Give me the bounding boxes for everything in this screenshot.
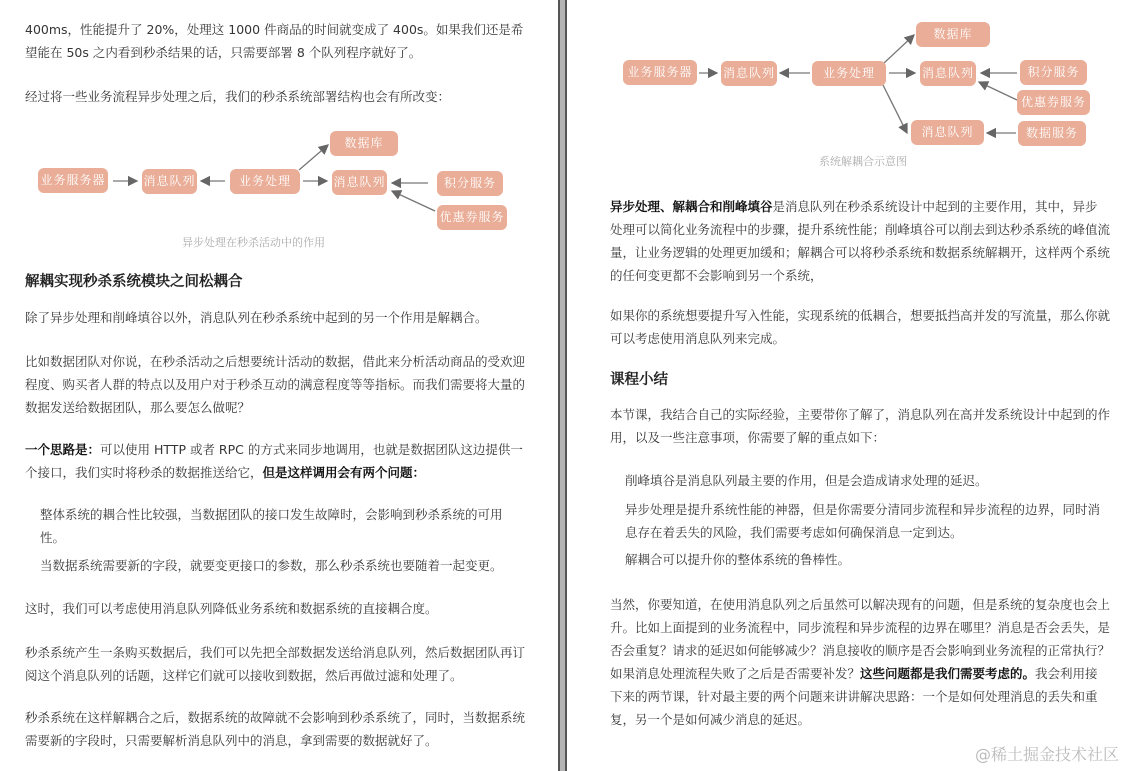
- left-page: [0, 0, 558, 771]
- paragraph: 本节课，我结合自己的实际经验，主要带你了解了，消息队列在高并发系统设计中起到的作用，以及一些注意事项，你需要了解的重点如下：: [610, 407, 1111, 445]
- paragraph: 如果你的系统想要提升写入性能，实现系统的低耦合，想要抵挡高并发的写流量，那么你就可以考虑使用消息队列来完成。: [610, 308, 1111, 346]
- paragraph: 比如数据团队对你说，在秒杀活动之后想要统计活动的数据，借此来分析活动商品的受欢迎程度、购买者人群的特点以及用户对于秒杀互动的满意程度等等指标。而我们需要将大量的数据发送给数据团队，那么要怎么做呢？: [25, 354, 526, 415]
- right-page: [567, 0, 1127, 771]
- list-item: 整体系统的耦合性比较强，当数据团队的接口发生故障时，会影响到秒杀系统的可用性。: [40, 507, 503, 545]
- paragraph: 这时，我们可以考虑使用消息队列降低业务系统和数据系统的直接耦合度。: [25, 601, 438, 616]
- diagram-node: 数据服务: [1018, 121, 1086, 146]
- paragraph: [610, 195, 1110, 287]
- text: 我会利用接下来的两节课，针对最主要的两个问题来讲讲解决思路：一个是如何处理消息的丢失和重复，另一个是如何减少消息的延迟。: [610, 666, 1098, 727]
- diagram-node: 业务服务器: [38, 168, 108, 193]
- section-heading: 课程小结: [610, 372, 668, 388]
- diagram-caption: 异步处理在秒杀活动中的作用: [182, 236, 325, 249]
- bold-text: 异步处理、解耦合和削峰填谷: [610, 199, 773, 214]
- diagram-node: 消息队列: [142, 169, 197, 194]
- list-item: 当数据系统需要新的字段，就要变更接口的参数，那么秒杀系统也要随着一起变更。: [40, 558, 503, 573]
- diagram-caption: 系统解耦合示意图: [819, 155, 907, 168]
- bold-text: 一个思路是：: [25, 442, 101, 457]
- diagram-node: 消息队列: [721, 61, 777, 86]
- diagram-node: 消息队列: [911, 120, 984, 145]
- diagram-node: 优惠券服务: [437, 205, 507, 230]
- diagram-node: 消息队列: [332, 170, 387, 195]
- text: 可以使用 HTTP 或者 RPC 的方式来同步地调用，也就是数据团队这边提供一个接口，我们实时将秒杀的数据推送给它，: [25, 442, 523, 480]
- diagram-node: 积分服务: [1020, 60, 1087, 85]
- list-item: 解耦合可以提升你的整体系统的鲁棒性。: [625, 552, 851, 567]
- list-item: 削峰填谷是消息队列最主要的作用，但是会造成请求处理的延迟。: [625, 473, 988, 488]
- text: 是消息队列在秒杀系统设计中起到的主要作用，其中，异步处理可以简化业务流程中的步骤，提升系统性能；削峰填谷可以削去到达秒杀系统的峰值流量，让业务逻辑的处理更加缓和；解耦合可以将秒杀系统和数据系统解耦开，这样两个系统的任何变更都不会影响到另一个系统，: [610, 199, 1111, 283]
- paragraph: [610, 593, 1110, 731]
- section-heading: 解耦实现秒杀系统模块之间松耦合: [25, 274, 243, 290]
- list-item: 异步处理是提升系统性能的神器，但是你需要分清同步流程和异步流程的边界，同时消息存在着丢失的风险，我们需要考虑如何确保消息一定到达。: [625, 502, 1101, 540]
- paragraph: 除了异步处理和削峰填谷以外，消息队列在秒杀系统中起到的另一个作用是解耦合。: [25, 310, 488, 325]
- diagram-node: 积分服务: [437, 171, 503, 196]
- diagram-node: 数据库: [330, 131, 398, 156]
- diagram-node: 业务处理: [230, 169, 300, 194]
- paragraph: 秒杀系统产生一条购买数据后，我们可以先把全部数据发送给消息队列，然后数据团队再订阅这个消息队列的话题，这样它们就可以接收到数据，然后再做过滤和处理了。: [25, 645, 526, 683]
- paragraph: 400ms，性能提升了 20%，处理这 1000 件商品的时间就变成了 400s。如果我们还是希望能在 50s 之内看到秒杀结果的话，只需要部署 8 个队列程序就好了。: [25, 22, 524, 60]
- bold-text: 但是这样调用会有两个问题：: [262, 465, 426, 480]
- diagram-node: 业务服务器: [623, 60, 697, 85]
- diagram-node: 优惠券服务: [1017, 90, 1090, 115]
- page-divider: [558, 0, 567, 771]
- watermark: @稀土掘金技术社区: [974, 745, 1119, 764]
- bold-text: 这些问题都是我们需要考虑的。: [860, 666, 1036, 681]
- diagram-node: 业务处理: [812, 61, 886, 86]
- diagram-node: 数据库: [916, 22, 990, 47]
- diagram-node: 消息队列: [920, 61, 976, 86]
- paragraph: 秒杀系统在这样解耦合之后，数据系统的故障就不会影响到秒杀系统了，同时，当数据系统需要新的字段时，只需要解析消息队列中的消息，拿到需要的数据就好了。: [25, 710, 526, 748]
- paragraph: [25, 438, 525, 484]
- text: 当然，你要知道，在使用消息队列之后虽然可以解决现有的问题，但是系统的复杂度也会上升。比如上面提到的业务流程中，同步流程和异步流程的边界在哪里？消息是否会丢失，是否会重复？请求的延迟如何能够减少？消息接收的顺序是否会影响到业务流程的正常执行？如果消息处理流程失败了之后是否需要补发？: [610, 597, 1111, 681]
- paragraph: 经过将一些业务流程异步处理之后，我们的秒杀系统部署结构也会有所改变：: [25, 89, 451, 104]
